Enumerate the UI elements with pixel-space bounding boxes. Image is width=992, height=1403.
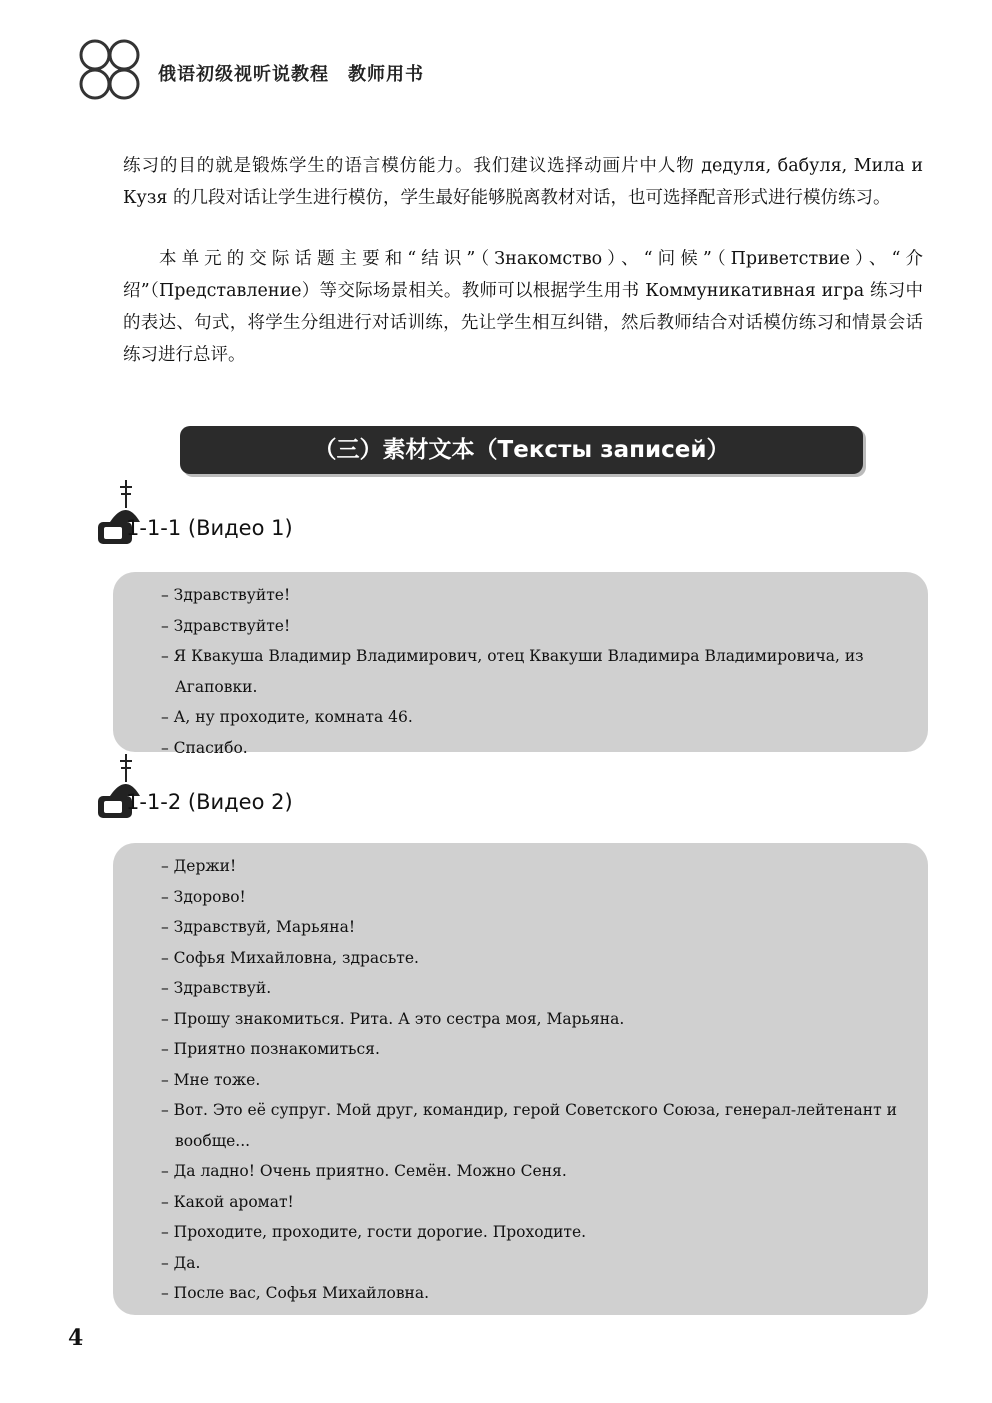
video-1-title: 1-1-1 (Видео 1) — [126, 516, 293, 540]
transcript-line: – Здорово! — [161, 887, 246, 906]
transcript-line: – Какой аромат! — [161, 1192, 294, 1211]
header-title: 俄语初级视听说教程 教师用书 — [158, 64, 424, 85]
transcript-box-2 — [113, 843, 928, 1315]
video-2-heading — [92, 752, 492, 822]
transcript-line: – Здравствуйте! — [161, 586, 291, 604]
four-circles-logo-icon — [78, 38, 142, 102]
transcript-line: – Да. — [161, 1253, 201, 1272]
transcript-box-1 — [113, 572, 928, 757]
transcript-line: – А, ну проходите, комната 46. — [161, 708, 413, 726]
section-banner: （三）素材文本（Тексты записей） — [180, 426, 863, 474]
transcript-line: – Софья Михайловна, здрасьте. — [161, 948, 419, 967]
transcript-line: – Здравствуй. — [161, 979, 272, 997]
paragraph-1: 练习的目的就是锻炼学生的语言模仿能力。我们建议选择动画片中人物 дедуля, бабуля, Мила и Кузя 的几段对话让学生进行模仿，学生最好能够脱离教材对话，也可选择配音形式进行模仿练习。 — [123, 156, 923, 208]
page-header — [78, 38, 938, 102]
transcript-line: – Здравствуй, Марьяна! — [161, 918, 356, 936]
transcript-line: – Проходите, проходите, гости дорогие. Проходите. — [161, 1223, 587, 1241]
transcript-line: – Здравствуйте! — [161, 616, 291, 635]
video-2-title: 1-1-2 (Видео 2) — [126, 790, 293, 814]
transcript-line: – Я Квакуша Владимир Владимирович, отец Квакуши Владимира Владимировича, из Агаповки. — [161, 647, 864, 696]
transcript-line: – Прошу знакомиться. Рита. А это сестра моя, Марьяна. — [161, 1009, 625, 1028]
transcript-line: – Вот. Это её супруг. Мой друг, командир, герой Советского Союза, генерал-лейтенант и вообще... — [161, 1101, 897, 1150]
paragraph-2: 本单元的交际话题主要和“结识”（Знакомство）、“问候”（Приветствие）、“介绍”（Представление）等交际场景相关。教师可以根据学生用书 Коммуникативная игра 练习中的表达、句式，将学生分组进行对话训练，先让学生相互纠错，然后教师结合对话模仿练习和情景会话练习进行总评。 — [123, 249, 923, 365]
transcript-line: – После вас, Софья Михайловна. — [161, 1284, 430, 1302]
transcript-line: – Мне тоже. — [161, 1070, 261, 1089]
transcript-line: – Да ладно! Очень приятно. Семён. Можно Сеня. — [161, 1162, 567, 1180]
page-number: 4 — [68, 1325, 84, 1351]
video-1-heading — [92, 478, 492, 548]
transcript-line: – Спасибо. — [161, 738, 248, 757]
transcript-line: – Держи! — [161, 857, 237, 875]
transcript-line: – Приятно познакомиться. — [161, 1040, 380, 1058]
